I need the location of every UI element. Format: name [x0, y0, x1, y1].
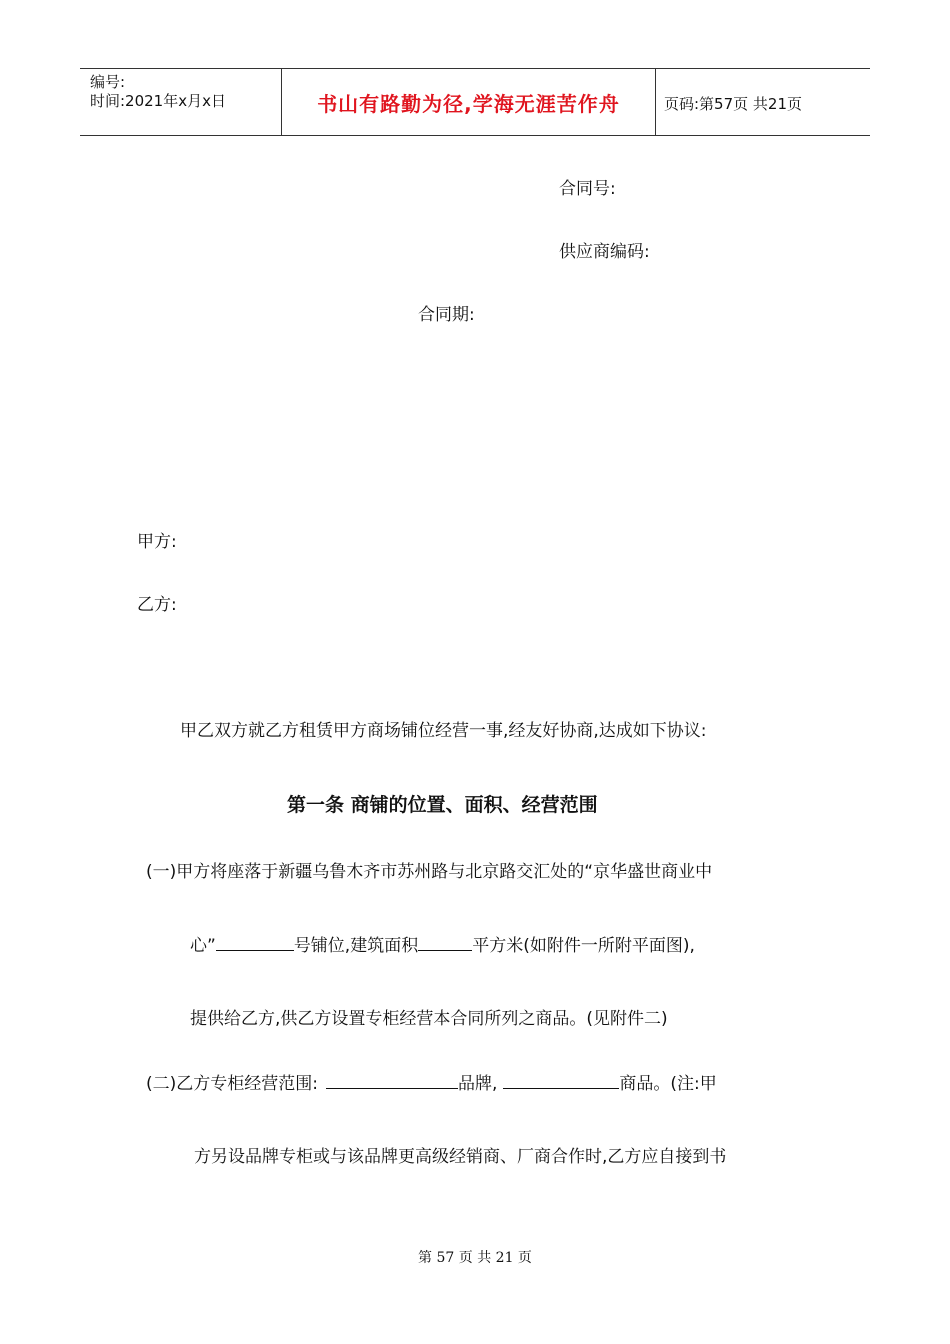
clause-2-text-b: 品牌, [458, 1074, 498, 1094]
clause-1-text-a: 心” [190, 936, 216, 956]
shop-number-blank [216, 935, 294, 951]
clause-2-text-c: 商品。(注:甲 [619, 1074, 717, 1094]
contract-number-label: 合同号: [559, 179, 616, 199]
clause-1-line-1: (一)甲方将座落于新疆乌鲁木齐市苏州路与北京路交汇处的“京华盛世商业中 [146, 862, 713, 882]
supplier-code-label: 供应商编码: [559, 242, 650, 262]
brand-blank [326, 1073, 458, 1089]
party-a-label: 甲方: [137, 532, 177, 552]
clause-2-line-2: 方另设品牌专柜或与该品牌更高级经销商、厂商合作时,乙方应自接到书 [194, 1147, 727, 1167]
page-header [80, 68, 870, 136]
party-b-label: 乙方: [137, 595, 177, 615]
contract-period-label: 合同期: [418, 305, 475, 325]
clause-1-line-2 [190, 931, 695, 956]
header-meta [90, 73, 226, 111]
area-blank [418, 935, 472, 951]
page-footer: 第 57 页 共 21 页 [418, 1250, 532, 1266]
time-label: 时间:2021年x月x日 [90, 92, 226, 110]
clause-2-line-1 [146, 1069, 717, 1094]
header-page-info: 页码:第57页 共21页 [664, 95, 802, 113]
clause-1-text-c: 平方米(如附件一所附平面图), [472, 936, 695, 956]
intro-paragraph: 甲乙双方就乙方租赁甲方商场铺位经营一事,经友好协商,达成如下协议: [180, 721, 707, 741]
clause-1-text-b: 号铺位,建筑面积 [293, 936, 419, 956]
clause-2-text-a: (二)乙方专柜经营范围: [146, 1074, 318, 1094]
clause-1-line-3: 提供给乙方,供乙方设置专柜经营本合同所列之商品。(见附件二) [190, 1009, 668, 1029]
header-motto: 书山有路勤为径,学海无涯苦作舟 [281, 69, 656, 135]
goods-blank [503, 1073, 619, 1089]
article-1-title: 第一条 商铺的位置、面积、经营范围 [287, 794, 598, 816]
number-label: 编号: [90, 73, 126, 91]
